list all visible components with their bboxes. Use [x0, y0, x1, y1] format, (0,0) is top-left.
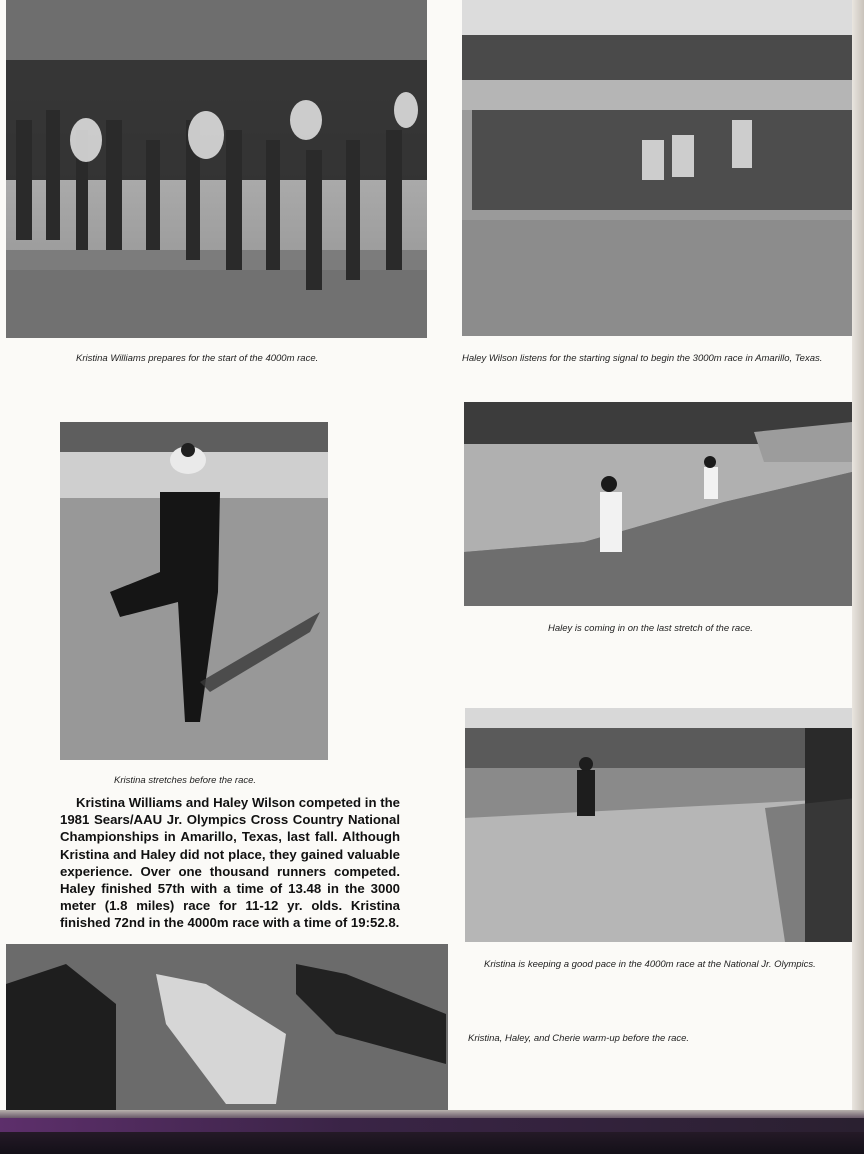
- caption-start-3000m: Haley Wilson listens for the starting signal to begin the 3000m race in Amarillo, Texas.: [462, 353, 823, 364]
- caption-start-4000m: Kristina Williams prepares for the start of the 4000m race.: [76, 353, 319, 364]
- photo-last-stretch: [464, 402, 852, 606]
- photo-start-3000m: [462, 0, 852, 336]
- caption-stretch: Kristina stretches before the race.: [114, 775, 257, 786]
- article-body: Kristina Williams and Haley Wilson competed in the 1981 Sears/AAU Jr. Olympics Cross Country National Championships in Amarillo, Texas, last fall. Although Kristina and Haley did not place, they gained valuable experience. Over one thousand runners competed. Haley finished 57th with a time of 13.48 in the 3000 meter (1.8 miles) race for 11-12 yr. olds. Kristina finished 72nd in the 4000m race with a time of 19:52.8.: [60, 795, 400, 931]
- page-edge: [852, 0, 864, 1112]
- photo-stretch: [60, 422, 328, 760]
- photo-start-4000m: [6, 0, 427, 338]
- binding-band: [0, 1110, 864, 1154]
- binding-stripe: [0, 1118, 864, 1132]
- photo-pace: [465, 708, 856, 942]
- caption-last-stretch: Haley is coming in on the last stretch of the race.: [548, 623, 753, 634]
- photo-warmup: [6, 944, 448, 1110]
- caption-pace: Kristina is keeping a good pace in the 4000m race at the National Jr. Olympics.: [484, 959, 816, 970]
- caption-warmup: Kristina, Haley, and Cherie warm-up before the race.: [468, 1033, 690, 1044]
